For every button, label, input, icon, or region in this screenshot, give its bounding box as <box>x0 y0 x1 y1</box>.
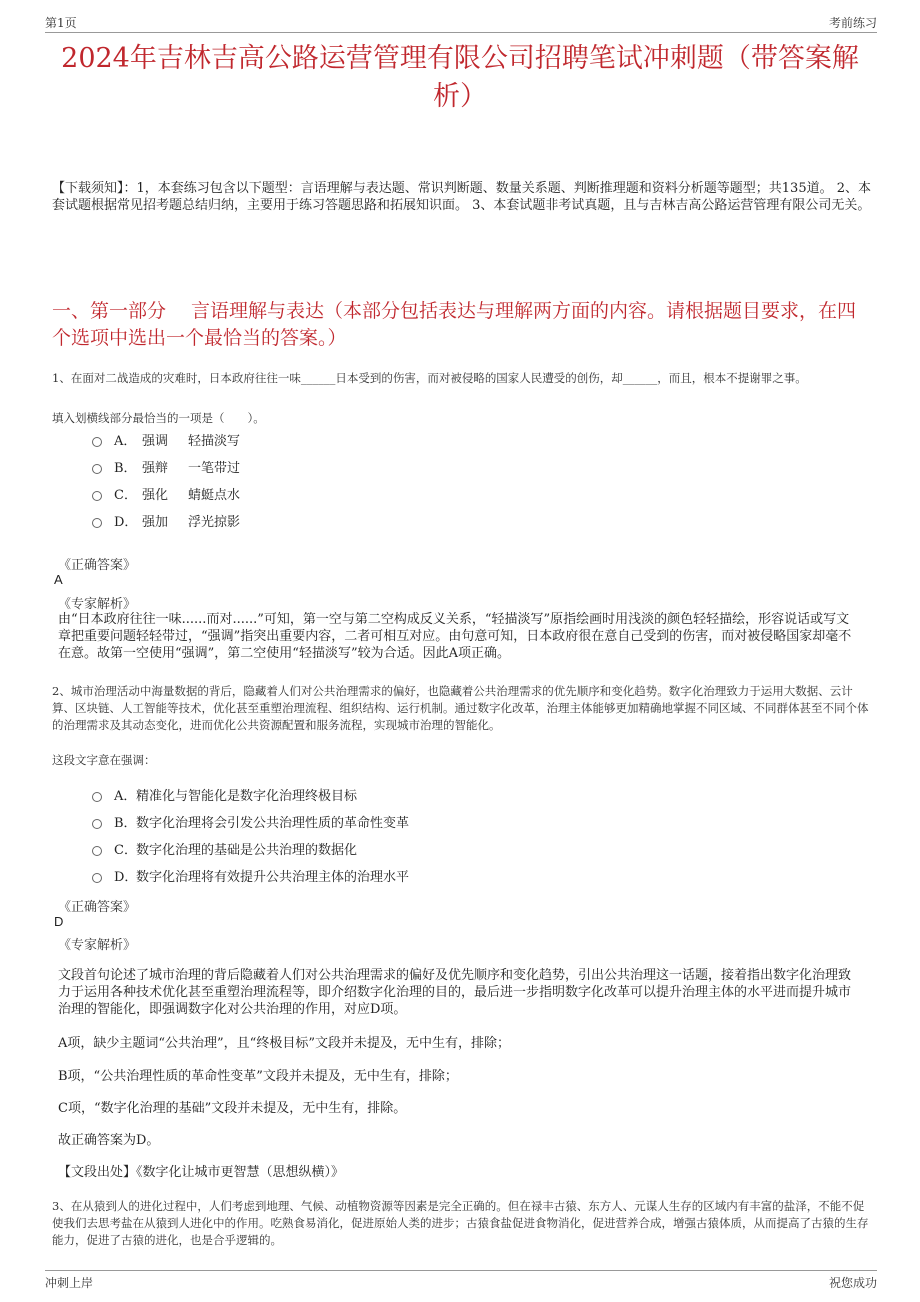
question-1-options <box>92 426 240 534</box>
page-number: 第1页 <box>45 16 77 30</box>
analysis-note-a: A项，缺少主题词“公共治理”，且“终极目标”文段并未提及，无中生有，排除； <box>58 1036 510 1051</box>
radio-icon[interactable] <box>92 437 102 447</box>
question-1-prompt: 填入划横线部分最恰当的一项是（ ）。 <box>52 411 265 425</box>
option-d[interactable]: D． 数字化治理将有效提升公共治理主体的治理水平 <box>92 862 409 889</box>
download-notice: 【下载须知】：1，本套练习包含以下题型：言语理解与表达题、常识判断题、数量关系题、判断推理题和资料分析题等题型；共135道。 2、本套试题根据常见招考题总结归纳，主要用于练习答题思路和拓展知识面。 3、本套试题非考试真题，且与吉林吉高公路运营管理有限公司无关。 <box>52 181 871 213</box>
option-c[interactable]: C． 强化 蜻蜓点水 <box>92 480 240 507</box>
header-tag: 考前练习 <box>828 16 877 30</box>
answer-value: D <box>54 914 64 929</box>
section-heading: 一、第一部分 言语理解与表达（本部分包括表达与理解两方面的内容。请根据题目要求，在四个选项中选出一个最恰当的答案。） <box>52 300 857 349</box>
radio-icon[interactable] <box>92 491 102 501</box>
radio-icon[interactable] <box>92 846 102 856</box>
analysis-text: 由“日本政府往往一味......而对......”可知，第一空与第二空构成反义关系，“轻描淡写”原指绘画时用浅淡的颜色轻轻描绘，形容说话或写文章把重要问题轻轻带过，“强调”指突出重要内容，二者可相互对应。由句意可知，日本政府很在意自己受到的伤害，而对被侵略国家却毫不在意。故第一空使用“强调”，第二空使用“轻描淡写”较为合适。因此A项正确。 <box>58 612 852 661</box>
radio-icon[interactable] <box>92 873 102 883</box>
radio-icon[interactable] <box>92 792 102 802</box>
page-header <box>45 12 877 33</box>
answer-value: A <box>54 572 63 587</box>
answer-label: 《正确答案》 <box>58 558 137 573</box>
radio-icon[interactable] <box>92 518 102 528</box>
question-2-prompt: 这段文字意在强调： <box>52 753 156 767</box>
option-c[interactable]: C． 数字化治理的基础是公共治理的数据化 <box>92 835 409 862</box>
analysis-label: 《专家解析》 <box>58 938 137 953</box>
option-a[interactable]: A． 强调 轻描淡写 <box>92 426 240 453</box>
option-b[interactable]: B． 强辩 一笔带过 <box>92 453 240 480</box>
radio-icon[interactable] <box>92 819 102 829</box>
analysis-label: 《专家解析》 <box>58 597 137 612</box>
question-2-options <box>92 781 409 889</box>
radio-icon[interactable] <box>92 464 102 474</box>
page-footer <box>45 1270 877 1291</box>
analysis-note-c: C项，“数字化治理的基础”文段并未提及，无中生有，排除。 <box>58 1101 407 1116</box>
document-title: 2024年吉林吉高公路运营管理有限公司招聘笔试冲刺题（带答案解析） <box>61 43 859 112</box>
answer-label: 《正确答案》 <box>58 900 137 915</box>
analysis-conclusion: 故正确答案为D。 <box>58 1133 160 1148</box>
question-1-text: 1、在面对二战造成的灾难时，日本政府往往一味______日本受到的伤害，而对被侵略的国家人民遭受的创伤，却______，而且，根本不提谢罪之事。 <box>52 371 807 385</box>
analysis-note-b: B项，“公共治理性质的革命性变革”文段并未提及，无中生有，排除； <box>58 1069 458 1084</box>
option-d[interactable]: D． 强加 浮光掠影 <box>92 507 240 534</box>
question-2-text: 2、城市治理活动中海量数据的背后，隐藏着人们对公共治理需求的偏好，也隐藏着公共治理需求的优先顺序和变化趋势。数字化治理致力于运用大数据、云计算、区块链、人工智能等技术，优化甚至重塑治理流程、组织结构、运行机制。通过数字化改革，治理主体能够更加精确地掌握不同区域、不同群体甚至不同个体的治理需求及其动态变化，进而优化公共资源配置和服务流程，实现城市治理的智能化。 <box>52 684 869 732</box>
footer-right: 祝您成功 <box>828 1276 877 1290</box>
footer-left: 冲刺上岸 <box>45 1276 94 1290</box>
question-3-text: 3、在从猿到人的进化过程中，人们考虑到地理、气候、动植物资源等因素是完全正确的。但在禄丰古猿、东方人、元谋人生存的区域内有丰富的盐泽，不能不促使我们去思考盐在从猿到人进化中的作用。吃熟食易消化，促进原始人类的进步；古猿食盐促进食物消化，促进营养合成，增强古猿体质，从而提高了古猿的生存能力，促进了古猿的进化，也是合乎逻辑的。 <box>52 1199 869 1247</box>
option-b[interactable]: B． 数字化治理将会引发公共治理性质的革命性变革 <box>92 808 409 835</box>
option-a[interactable]: A． 精准化与智能化是数字化治理终极目标 <box>92 781 409 808</box>
text-source: 【文段出处】《数字化让城市更智慧（思想纵横）》 <box>58 1165 345 1180</box>
analysis-text: 文段首句论述了城市治理的背后隐藏着人们对公共治理需求的偏好及优先顺序和变化趋势，引出公共治理这一话题，接着指出数字化治理致力于运用各种技术优化甚至重塑治理流程等，即介绍数字化治理的目的，最后进一步指明数字化改革可以提升治理主体的水平进而提升城市治理的智能化，即强调数字化对公共治理的作用，对应D项。 <box>58 968 852 1017</box>
